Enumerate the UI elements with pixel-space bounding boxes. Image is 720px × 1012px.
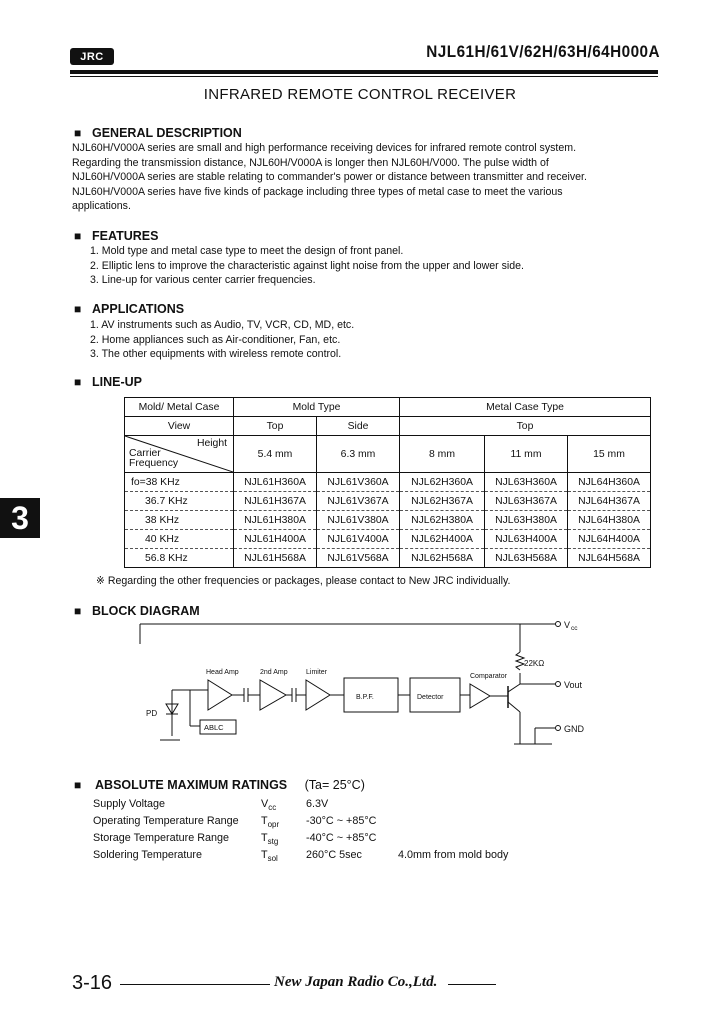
second-amp-icon: [260, 680, 286, 710]
rating-name: Storage Temperature Range: [93, 832, 230, 844]
ratings-condition: (Ta= 25°C): [304, 778, 365, 792]
part-cell: NJL61V568A: [317, 549, 400, 568]
company-name: New Japan Radio Co.,Ltd.: [274, 974, 438, 990]
transistor-emitter: [508, 702, 520, 712]
footer-rule: [120, 984, 270, 985]
header-rule: [70, 70, 658, 74]
ablc-label: ABLC: [204, 723, 224, 732]
part-cell: NJL64H360A: [568, 473, 651, 492]
applications-heading: ■ APPLICATIONS: [74, 302, 184, 316]
view-top: Top: [234, 417, 317, 436]
feature-item: 1. Mold type and metal case type to meet the design of front panel.: [90, 245, 404, 257]
rating-name: Supply Voltage: [93, 798, 166, 810]
view-side: Side: [317, 417, 400, 436]
symbol-main: T: [261, 832, 268, 844]
jrc-logo: JRC: [70, 48, 114, 65]
ratings-title: ABSOLUTE MAXIMUM RATINGS: [95, 778, 288, 792]
frequency-label: Frequency: [129, 458, 179, 469]
applications-list: [90, 318, 354, 362]
bpf-label: B.P.F.: [356, 694, 374, 701]
resistor-icon: [516, 652, 524, 670]
part-cell: NJL61H380A: [234, 511, 317, 530]
part-cell: NJL61V367A: [317, 492, 400, 511]
lineup-table: [124, 397, 651, 568]
footer-rule: [448, 984, 496, 985]
part-cell: NJL61H568A: [234, 549, 317, 568]
part-cell: NJL61H360A: [234, 473, 317, 492]
part-cell: NJL61V400A: [317, 530, 400, 549]
freq-cell: fo=38 KHz: [125, 473, 234, 492]
rating-symbol: [261, 815, 279, 829]
features-heading: ■ FEATURES: [74, 229, 158, 243]
part-cell: NJL64H380A: [568, 511, 651, 530]
part-cell: NJL61V360A: [317, 473, 400, 492]
general-line: Regarding the transmission distance, NJL60H/V000A is longer then NJL60H/V000. The pulse width of: [72, 156, 549, 169]
table-row: [125, 530, 651, 549]
height-cell: 15 mm: [568, 436, 651, 473]
block-heading: ■ BLOCK DIAGRAM: [74, 604, 200, 618]
gnd-label: GND: [564, 724, 584, 734]
rating-name: Soldering Temperature: [93, 849, 203, 861]
comparator-icon: [470, 684, 490, 708]
limiter-label: Limiter: [306, 669, 328, 676]
vcc-sub-label: cc: [571, 625, 578, 632]
general-line: NJL60H/V000A series have five kinds of package including three types of metal case to meet the various: [72, 185, 563, 198]
vout-label: Vout: [564, 680, 583, 690]
height-cell: 8 mm: [400, 436, 485, 473]
resistor-label: 22KΩ: [524, 659, 545, 668]
limiter-icon: [306, 680, 330, 710]
part-cell: NJL63H380A: [485, 511, 568, 530]
part-cell: NJL62H367A: [400, 492, 485, 511]
comparator-label: Comparator: [470, 673, 507, 680]
block-diagram: [130, 620, 610, 760]
col-metal-type: Metal Case Type: [400, 398, 651, 417]
table-row: [125, 492, 651, 511]
table-row: [125, 473, 651, 492]
table-row: [125, 511, 651, 530]
part-cell: NJL63H568A: [485, 549, 568, 568]
part-cell: NJL62H380A: [400, 511, 485, 530]
part-cell: NJL63H367A: [485, 492, 568, 511]
diag-header-cell: [125, 436, 234, 473]
carrier-label: Carrier: [129, 448, 161, 459]
table-row: [125, 549, 651, 568]
part-cell: NJL61H400A: [234, 530, 317, 549]
symbol-sub: sol: [267, 854, 278, 864]
vcc-label: V: [564, 620, 571, 630]
page-number: 3-16: [72, 972, 113, 994]
symbol-main: T: [261, 815, 268, 827]
part-cell: NJL63H400A: [485, 530, 568, 549]
lineup-heading: ■ LINE-UP: [74, 375, 142, 389]
rating-value: -40°C ~ +85°C: [306, 832, 377, 844]
symbol-sub: stg: [267, 837, 279, 847]
document-title: INFRARED REMOTE CONTROL RECEIVER: [203, 86, 517, 103]
header-rule-thin: [70, 76, 658, 77]
chapter-tab: 3: [0, 498, 40, 538]
pd-label: PD: [146, 709, 158, 718]
symbol-main: T: [261, 849, 268, 861]
freq-cell: 36.7 KHz: [125, 492, 234, 511]
part-cell: NJL63H360A: [485, 473, 568, 492]
application-item: 2. Home appliances such as Air-conditioner, Fan, etc.: [90, 333, 341, 346]
rating-symbol: [261, 798, 276, 812]
rating-value: -30°C ~ +85°C: [306, 815, 377, 827]
vcc-terminal: [556, 622, 561, 627]
col-mold-type: Mold Type: [234, 398, 400, 417]
part-cell: NJL61V380A: [317, 511, 400, 530]
head-amp-label: Head Amp: [206, 669, 239, 676]
part-cell: NJL62H400A: [400, 530, 485, 549]
features-list: [90, 244, 524, 288]
height-cell: 5.4 mm: [234, 436, 317, 473]
feature-item: 3. Line-up for various center carrier frequencies.: [90, 274, 316, 286]
symbol-sub: cc: [268, 803, 277, 813]
general-heading: ■ GENERAL DESCRIPTION: [74, 126, 242, 140]
part-cell: NJL62H568A: [400, 549, 485, 568]
view-top-metal: Top: [400, 417, 651, 436]
head-amp-icon: [208, 680, 232, 710]
rating-symbol: [261, 849, 278, 863]
rating-value: 6.3V: [306, 798, 329, 810]
transistor-collector: [508, 684, 520, 692]
part-cell: NJL64H568A: [568, 549, 651, 568]
gnd-terminal: [556, 726, 561, 731]
rating-extra: 4.0mm from mold body: [398, 849, 509, 861]
rating-name: Operating Temperature Range: [93, 815, 239, 827]
col-mold-metal: Mold/ Metal Case: [125, 398, 234, 417]
height-cell: 6.3 mm: [317, 436, 400, 473]
application-item: 1. AV instruments such as Audio, TV, VCR, CD, MD, etc.: [90, 319, 355, 331]
detector-label: Detector: [417, 694, 444, 701]
rating-symbol: [261, 832, 278, 846]
freq-cell: 38 KHz: [125, 511, 234, 530]
height-label: Height: [196, 438, 227, 449]
height-cell: 11 mm: [485, 436, 568, 473]
second-amp-label: 2nd Amp: [260, 669, 288, 676]
feature-item: 2. Elliptic lens to improve the characteristic against light noise from the upper and lower side.: [90, 259, 524, 272]
general-line: NJL60H/V000A series are small and high performance receiving devices for infrared remote control system.: [72, 142, 577, 154]
application-item: 3. The other equipments with wireless remote control.: [90, 348, 342, 360]
part-cell: NJL61H367A: [234, 492, 317, 511]
vout-terminal: [556, 682, 561, 687]
ratings-heading: [74, 778, 365, 792]
rating-value: 260°C 5sec: [306, 849, 362, 861]
general-line: NJL60H/V000A series are stable relating to commander's power or distance between transmitter and receiver.: [72, 171, 587, 183]
part-cell: NJL64H400A: [568, 530, 651, 549]
part-cell: NJL64H367A: [568, 492, 651, 511]
symbol-main: V: [261, 798, 269, 810]
part-number: NJL61H/61V/62H/63H/64H000A: [426, 42, 660, 61]
symbol-sub: opr: [267, 820, 280, 830]
lineup-note: ※ Regarding the other frequencies or packages, please contact to New JRC individually.: [96, 575, 511, 587]
part-cell: NJL62H360A: [400, 473, 485, 492]
freq-cell: 56.8 KHz: [125, 549, 234, 568]
general-line: applications.: [72, 200, 131, 212]
freq-cell: 40 KHz: [125, 530, 234, 549]
col-view: View: [125, 417, 234, 436]
general-description: [72, 141, 662, 214]
